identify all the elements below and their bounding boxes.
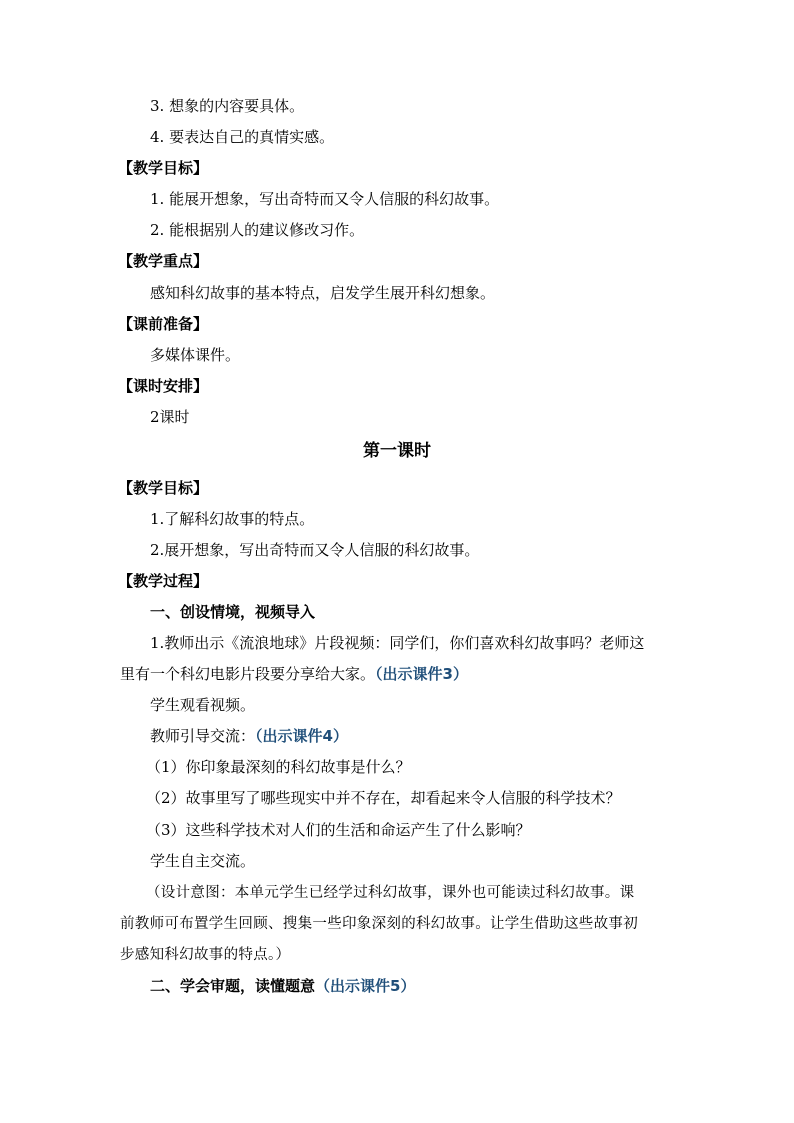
text-line: 学生观看视频。 — [150, 696, 256, 714]
section-heading: 【教学过程】 — [118, 572, 209, 590]
design-note: （设计意图：本单元学生已经学过科幻故事，课外也可能读过科幻故事。课 — [146, 885, 635, 901]
lesson-title: 第一课时 — [363, 441, 431, 461]
text-line: 1. 能展开想象，写出奇特而又令人信服的科幻故事。 — [150, 190, 500, 208]
text-line: （2）故事里写了哪些现实中并不存在，却看起来令人信服的科学技术？ — [146, 789, 621, 807]
courseware-tag: （出示课件5） — [315, 977, 416, 995]
text-line: 4. 要表达自己的真情实感。 — [150, 128, 335, 146]
section-heading: 【教学目标】 — [118, 479, 209, 497]
step-heading — [150, 976, 415, 996]
text-line: 2. 能根据别人的建议修改习作。 — [150, 221, 365, 239]
text-line: （1）你印象最深刻的科幻故事是什么？ — [146, 758, 411, 776]
text-line: （3）这些科学技术对人们的生活和命运产生了什么影响？ — [146, 821, 531, 839]
text-span: 教师引导交流： — [150, 727, 256, 745]
text-line: 1.教师出示《流浪地球》片段视频：同学们，你们喜欢科幻故事吗？老师这 — [150, 634, 645, 652]
text-line: 感知科幻故事的基本特点，启发学生展开科幻想象。 — [150, 284, 496, 302]
text-line: 2课时 — [150, 408, 190, 426]
text-span: 里有一个科幻电影片段要分享给大家。 — [120, 665, 376, 683]
section-heading: 【教学目标】 — [118, 159, 209, 177]
courseware-tag: （出示课件4） — [255, 727, 348, 745]
design-note: 前教师可布置学生回顾、搜集一些印象深刻的科幻故事。让学生借助这些故事初 — [120, 916, 638, 932]
section-heading: 【教学重点】 — [118, 252, 209, 270]
text-span: 二、学会审题，读懂题意 — [150, 977, 316, 995]
section-heading: 【课时安排】 — [118, 377, 209, 395]
text-line: 1.了解科幻故事的特点。 — [150, 510, 315, 528]
section-heading: 【课前准备】 — [118, 315, 209, 333]
text-line — [120, 664, 468, 684]
courseware-tag: （出示课件3） — [375, 665, 468, 683]
step-heading: 一、创设情境，视频导入 — [150, 603, 316, 621]
text-line: 3. 想象的内容要具体。 — [150, 97, 305, 115]
text-line — [150, 726, 348, 746]
design-note: 步感知科幻故事的特点。） — [120, 947, 291, 963]
text-line: 多媒体课件。 — [150, 346, 241, 364]
text-line: 学生自主交流。 — [150, 852, 256, 870]
text-line: 2.展开想象，写出奇特而又令人信服的科幻故事。 — [150, 541, 480, 559]
